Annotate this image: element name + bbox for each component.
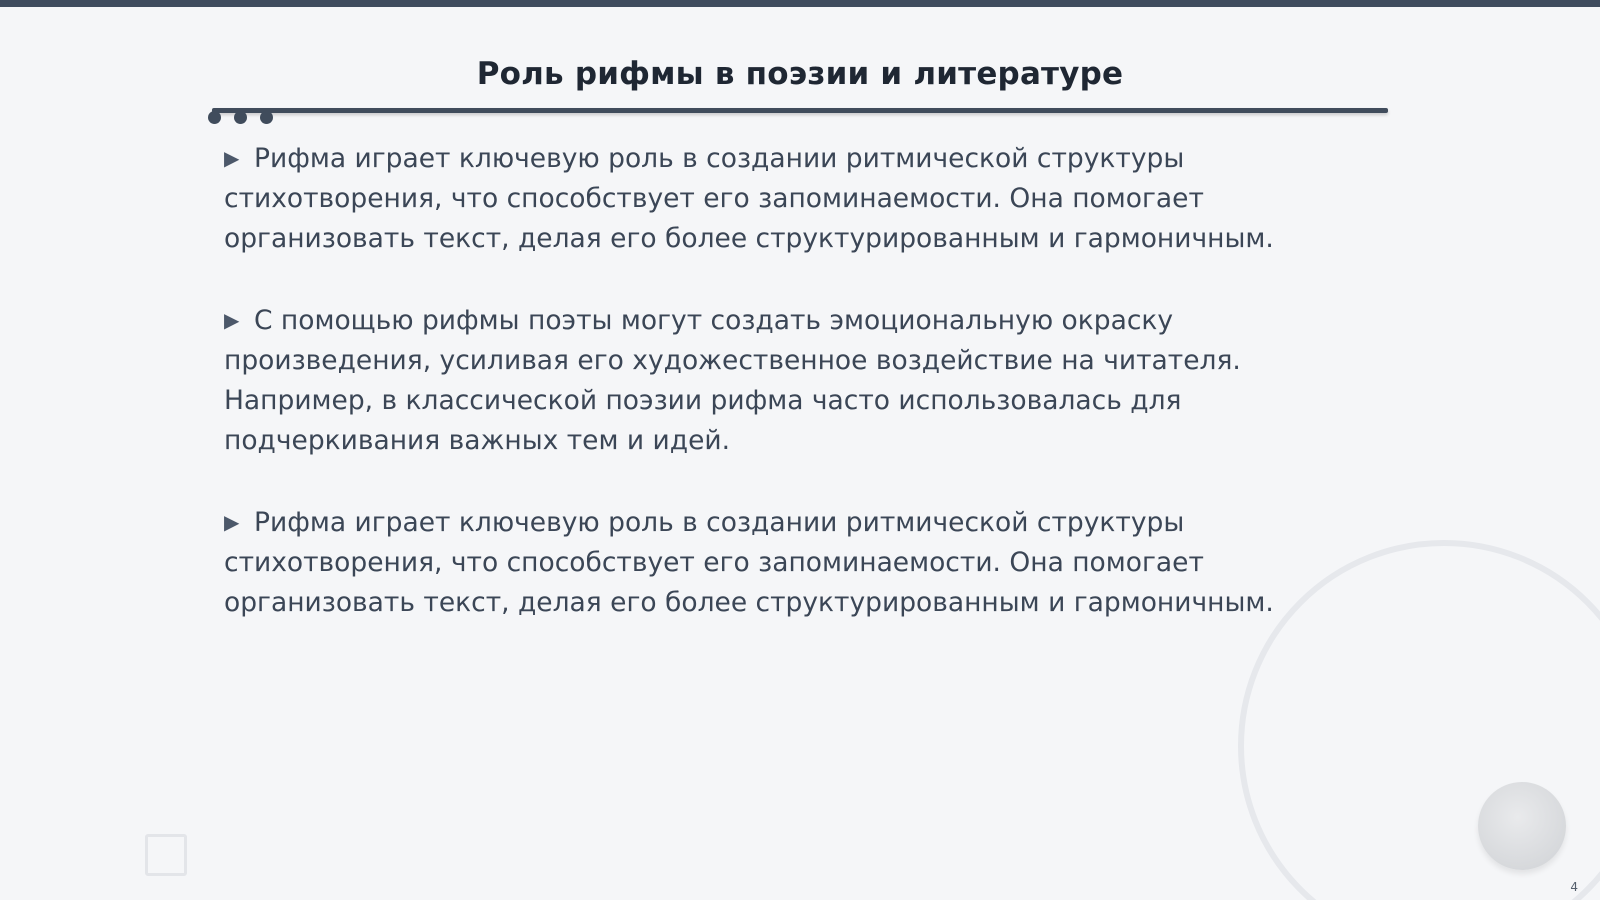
decorative-sphere	[1478, 782, 1566, 870]
title-underline	[212, 108, 1388, 113]
top-accent-bar	[0, 0, 1600, 7]
bullet-list	[224, 138, 1304, 664]
bullet-item	[224, 138, 1304, 259]
bullet-item	[224, 502, 1304, 623]
triangle-bullet-icon: ▶	[224, 308, 240, 332]
slide-title: Роль рифмы в поэзии и литературе	[476, 56, 1124, 92]
bullet-text: Рифма играет ключевую роль в создании ритмической структуры стихотворения, что способствует его запоминаемости. Она помогает организовать текст, делая его более структурированным и гармоничным.	[224, 507, 1274, 618]
triangle-bullet-icon: ▶	[224, 146, 240, 170]
bullet-text: С помощью рифмы поэты могут создать эмоциональную окраску произведения, усиливая его художественное воздействие на читателя. Например, в классической поэзии рифма часто использовалась для подчеркивания важных тем и идей.	[224, 305, 1241, 456]
decorative-dot	[208, 111, 221, 124]
page-number: 4	[1570, 880, 1578, 894]
decorative-dot	[234, 111, 247, 124]
bullet-item	[224, 300, 1304, 461]
bullet-text: Рифма играет ключевую роль в создании ритмической структуры стихотворения, что способствует его запоминаемости. Она помогает организовать текст, делая его более структурированным и гармоничным.	[224, 143, 1274, 254]
decorative-square	[145, 834, 187, 876]
decorative-dot	[260, 111, 273, 124]
triangle-bullet-icon: ▶	[224, 510, 240, 534]
